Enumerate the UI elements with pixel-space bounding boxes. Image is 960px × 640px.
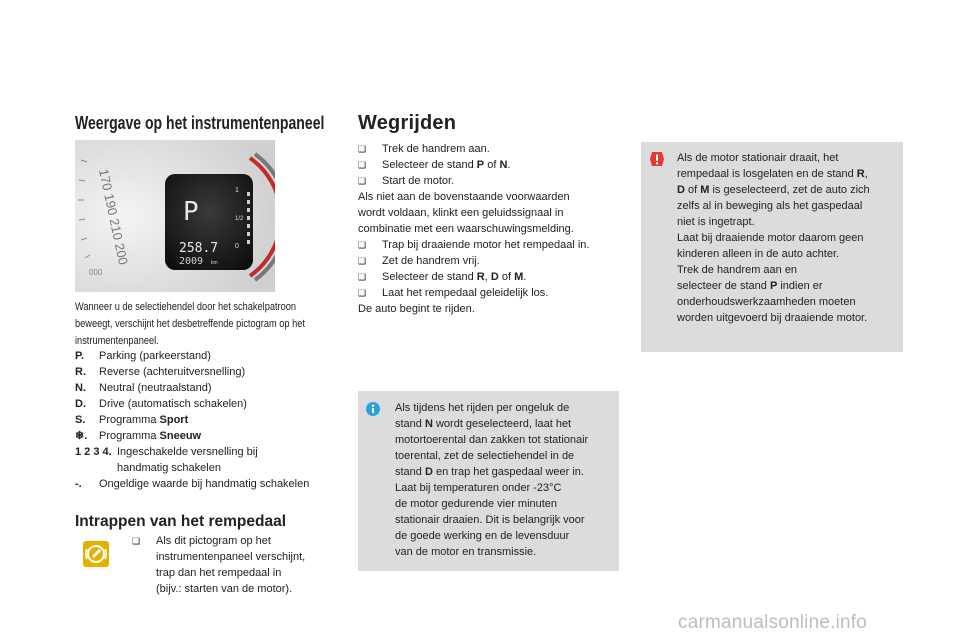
- definition-row-d: [75, 396, 345, 412]
- section-title-driving-off: Wegrijden: [358, 112, 457, 134]
- bullet-text: Zet de handrem vrij.: [382, 255, 480, 267]
- definition-key: R.: [75, 366, 86, 378]
- fuel-scale-bottom: 0: [235, 243, 239, 250]
- checkbox-bullet-icon: ❑: [358, 160, 367, 170]
- footer-watermark: carmanualsonline.info: [678, 612, 868, 633]
- section-title-brake-pedal: Intrappen van het rempedaal: [75, 513, 287, 530]
- odometer-readout: 258.7: [179, 241, 219, 256]
- instrument-cluster-illustration: [75, 140, 275, 292]
- checkbox-bullet-icon: ❑: [358, 288, 367, 298]
- definition-key: 1 2 3 4.: [75, 446, 112, 458]
- definition-text-bold: Sneeuw: [159, 430, 202, 442]
- checkbox-bullet-icon: ❑: [358, 176, 367, 186]
- definition-row-snow: [75, 428, 345, 444]
- gear-definitions: [75, 348, 345, 492]
- definition-row-r: [75, 364, 345, 380]
- bullet-item: [358, 285, 628, 301]
- definition-text-plain: Programma: [99, 430, 160, 442]
- bullet-text: Laat het rempedaal geleidelijk los.: [382, 287, 549, 299]
- checkbox-bullet-icon: ❑: [358, 240, 367, 250]
- definition-text: Ingeschakelde versnelling bij: [117, 446, 258, 458]
- definition-key: P.: [75, 350, 84, 362]
- selector-caption: Wanneer u de selectiehendel door het schakelpatroon beweegt, verschijnt het desbetreffende pictogram op het instrumentenpaneel.: [75, 301, 305, 347]
- checkbox-bullet-icon: ❑: [358, 272, 367, 282]
- definition-row-p: [75, 348, 345, 364]
- bullet-item: [358, 173, 628, 189]
- definition-text: Neutral (neutraalstand): [99, 382, 212, 394]
- definition-key: -.: [75, 478, 82, 490]
- definition-key: D.: [75, 398, 86, 410]
- info-icon: [366, 402, 380, 416]
- warning-icon: [649, 151, 665, 167]
- closing-text: De auto begint te rijden.: [358, 303, 475, 315]
- bullet-text: trap dan het rempedaal in: [156, 567, 282, 579]
- definition-text: Ongeldige waarde bij handmatig schakelen: [99, 478, 310, 490]
- bullet-item: [358, 269, 628, 285]
- info-box-text: Als tijdens het rijden per ongeluk de stand N wordt geselecteerd, laat het motortoerental dan zakken tot stationair toerental, zet de selectiehendel in de stand D en trap het gaspedaal weer in. Laat bij temperaturen onder -23°C de motor gedurende vier minuten stationair draaien. Dit is belangrijk voor de goede werking en de levensduur van de motor en transmissie.: [395, 402, 589, 558]
- brake-pedal-instruction: [132, 533, 342, 597]
- info-box: [358, 391, 619, 571]
- definition-row-n: [75, 380, 345, 396]
- definition-text-plain: Programma: [99, 414, 160, 426]
- bullet-item-cont: [132, 549, 342, 565]
- trip-unit: km: [211, 260, 218, 266]
- bullet-item: [358, 141, 628, 157]
- bullet-item: [132, 533, 342, 549]
- conditions-paragraph: Als niet aan de bovenstaande voorwaarden wordt voldaan, klinkt een geluidssignaal in combinatie met een waarschuwingsmelding.: [358, 191, 574, 235]
- speed-scale-label: 170 190 210 200: [96, 167, 132, 267]
- trip-readout: 2009: [179, 256, 204, 267]
- bullet-text: Trap bij draaiende motor het rempedaal in.: [382, 239, 590, 251]
- brake-pedal-warning-icon: [83, 541, 109, 567]
- definition-text: Reverse (achteruitversnelling): [99, 366, 246, 378]
- bullet-item-cont: [132, 565, 342, 581]
- fuel-scale-mid: 1/2: [235, 216, 244, 222]
- bullet-item: [358, 237, 628, 253]
- bullet-text: Trek de handrem aan.: [382, 143, 490, 155]
- checkbox-bullet-icon: ❑: [358, 256, 367, 266]
- bullet-text: Selecteer de stand P of N.: [382, 159, 511, 171]
- gear-indicator: P: [183, 197, 199, 227]
- definition-row-manual-cont: [75, 460, 345, 476]
- driving-off-steps: [358, 141, 628, 317]
- definition-text: Drive (automatisch schakelen): [99, 398, 247, 410]
- bullet-text: Start de motor.: [382, 175, 455, 187]
- section-title-instrument-display: Weergave op het instrumentenpaneel: [75, 113, 325, 133]
- instrument-cluster-svg: [75, 140, 275, 292]
- warning-box-text: Als de motor stationair draait, het rempedaal is losgelaten en de stand R, D of M is geselecteerd, zet de auto zich zelfs al in beweging als het gaspedaal niet is ingetrapt. Laat bij draaiende motor daarom geen kinderen alleen in de auto achter. Trek de handrem aan en selecteer de stand P indien er onderhoudswerkzaamheden moeten worden uitgevoerd bij draaiende motor.: [677, 152, 870, 324]
- small-readout: 000: [89, 268, 103, 277]
- bullet-text: (bijv.: starten van de motor).: [156, 583, 293, 595]
- definition-text: Parking (parkeerstand): [99, 350, 211, 362]
- definition-row-invalid: [75, 476, 345, 492]
- bullet-item-cont: [132, 581, 342, 597]
- definition-text: handmatig schakelen: [117, 462, 221, 474]
- definition-row-s: [75, 412, 345, 428]
- bullet-item: [358, 253, 628, 269]
- definition-key: S.: [75, 414, 86, 426]
- definition-text-bold: Sport: [159, 414, 189, 426]
- checkbox-bullet-icon: ❑: [132, 536, 141, 546]
- definition-text: [99, 428, 201, 444]
- snowflake-icon: ❄.: [75, 430, 88, 442]
- definition-key: N.: [75, 382, 86, 394]
- definition-row-manual: [75, 444, 345, 460]
- warning-box: [641, 142, 903, 352]
- bullet-text: Selecteer de stand R, D of M.: [382, 271, 527, 283]
- bullet-text: instrumentenpaneel verschijnt,: [156, 551, 306, 563]
- checkbox-bullet-icon: ❑: [358, 144, 367, 154]
- fuel-scale-top: 1: [235, 187, 239, 194]
- definition-text: [99, 412, 188, 428]
- bullet-item: [358, 157, 628, 173]
- bullet-text: Als dit pictogram op het: [156, 535, 271, 547]
